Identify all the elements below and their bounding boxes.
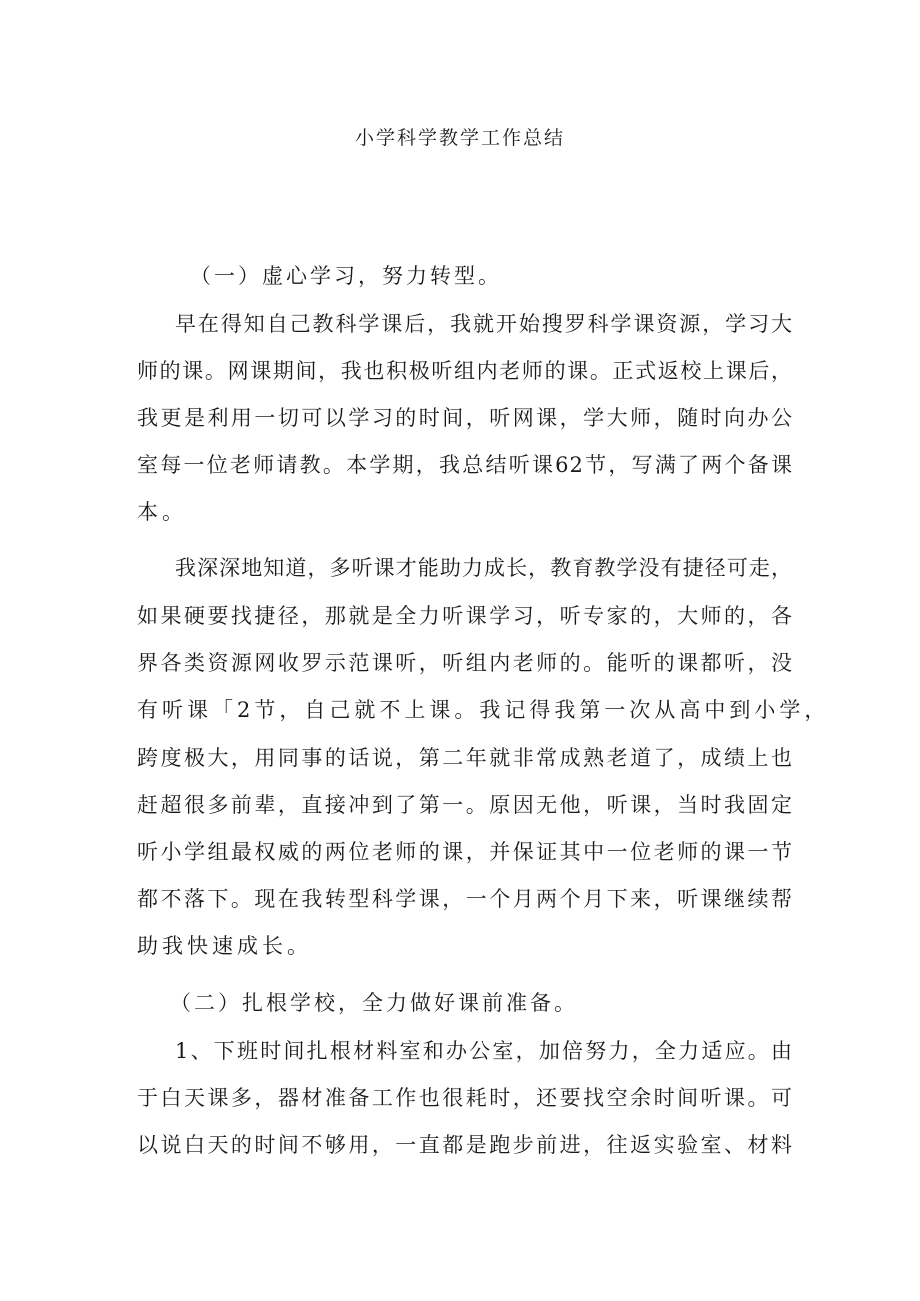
paragraph-line: 跨度极大，用同事的话说，第二年就非常成熟老道了，成绩上也	[137, 746, 793, 770]
paragraph-line: 界各类资源网收罗示范课听，听组内老师的。能听的课都听，没	[137, 651, 793, 675]
paragraph-line: 赶超很多前辈，直接冲到了第一。原因无他，听课，当时我固定	[137, 793, 793, 817]
paragraph-line: 于白天课多，器材准备工作也很耗时，还要找空余时间听课。可	[137, 1086, 793, 1110]
paragraph-line: 1、下班时间扎根材料室和办公室，加倍努力，全力适应。由	[175, 1039, 793, 1063]
document-title: 小学科学教学工作总结	[354, 127, 565, 149]
paragraph-line: 我深深地知道，多听课才能助力成长，教育教学没有捷径可走，	[175, 556, 793, 580]
paragraph-line: 有听课「2节，自己就不上课。我记得我第一次从高中到小学，	[137, 698, 830, 722]
section-heading-1: （一）虚心学习，努力转型。	[190, 264, 502, 288]
paragraph-line: 听小学组最权威的两位老师的课，并保证其中一位老师的课一节	[137, 840, 793, 864]
section-heading-2: （二）扎根学校，全力做好课前准备。	[170, 991, 578, 1015]
paragraph-line: 助我快速成长。	[137, 934, 312, 958]
paragraph-line: 室每一位老师请教。本学期，我总结听课62节，写满了两个备课	[137, 453, 793, 477]
paragraph-line: 如果硬要找捷径，那就是全力听课学习，听专家的，大师的，各	[137, 604, 793, 628]
paragraph-line: 早在得知自己教科学课后，我就开始搜罗科学课资源，学习大	[175, 312, 793, 336]
paragraph-line: 本。	[137, 500, 187, 524]
paragraph-line: 都不落下。现在我转型科学课，一个月两个月下来，听课继续帮	[137, 887, 793, 911]
paragraph-line: 师的课。网课期间，我也积极听组内老师的课。正式返校上课后，	[137, 359, 793, 383]
paragraph-line: 以说白天的时间不够用，一直都是跑步前进，往返实验室、材料	[137, 1133, 793, 1157]
paragraph-line: 我更是利用一切可以学习的时间，听网课，学大师，随时向办公	[137, 406, 793, 430]
